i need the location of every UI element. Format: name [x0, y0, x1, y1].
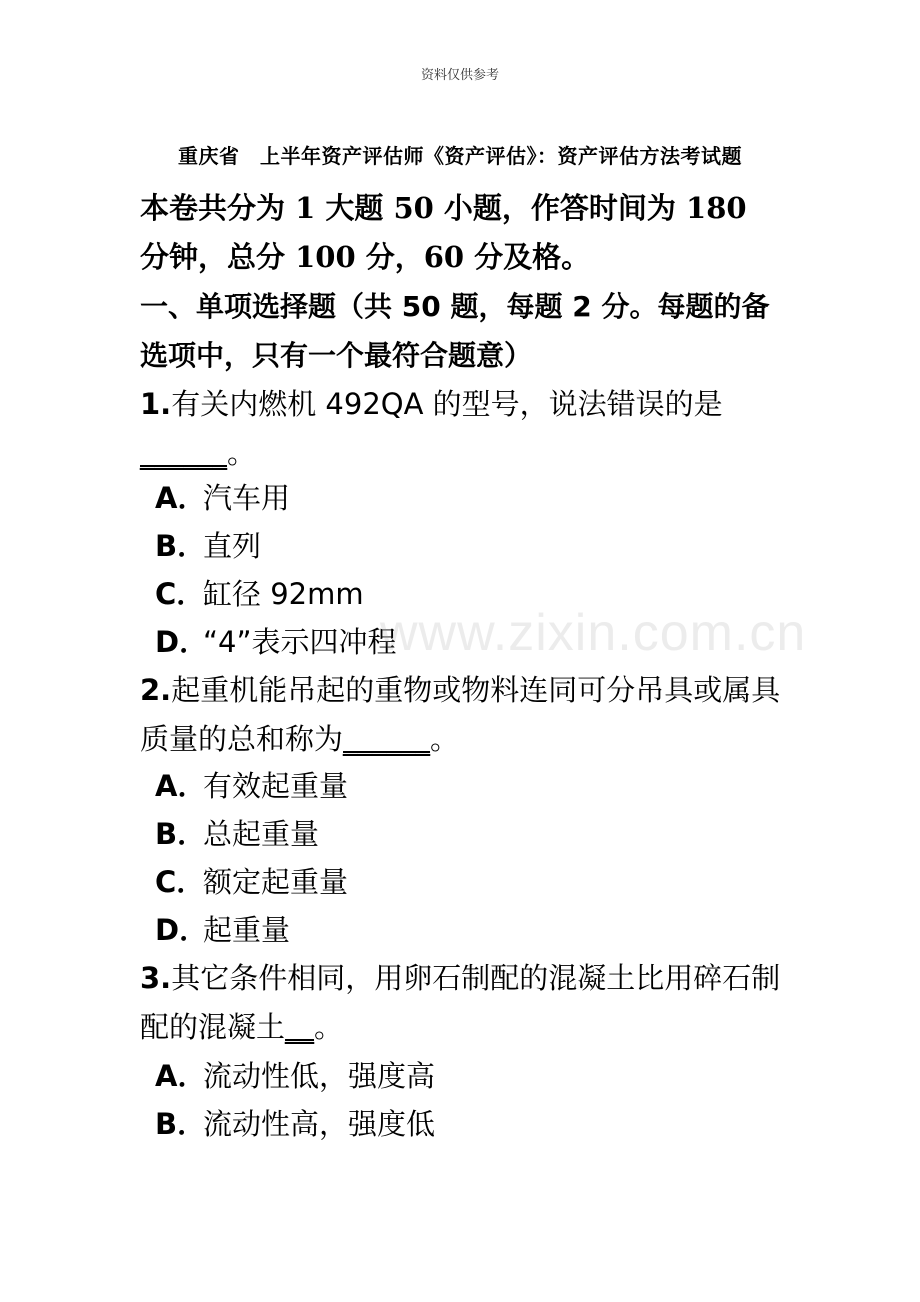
question-1-option-c: [155, 570, 364, 619]
question-text: 其它条件相同，用卵石制配的混凝土比用碎石制配的混凝土: [140, 961, 781, 1044]
option-text: 缸径 92mm: [203, 577, 364, 611]
question-number: 2.: [140, 673, 172, 707]
question-text: 起重机能吊起的重物或物料连同可分吊具或属具质量的总和称为: [140, 673, 781, 756]
question-1-option-b: [155, 522, 261, 571]
watermark-text: www.zixin.com.cn: [380, 604, 807, 662]
option-text: 额定起重量: [203, 865, 349, 899]
option-text: 汽车用: [203, 481, 291, 515]
option-letter: C．: [155, 577, 206, 611]
question-1-stem: [140, 380, 785, 478]
option-letter: A．: [155, 769, 207, 803]
question-1-option-d: [155, 618, 397, 667]
header-note: 资料仅供参考: [420, 68, 499, 83]
question-3-option-a: [155, 1052, 435, 1101]
question-2-option-a: [155, 762, 348, 811]
option-letter: D．: [155, 625, 209, 659]
question-end: 。: [430, 722, 460, 756]
option-letter: D．: [155, 913, 209, 947]
option-text: 总起重量: [203, 817, 320, 851]
option-text: “4”表示四冲程: [203, 625, 397, 659]
question-number: 3.: [140, 961, 172, 995]
document-title: 重庆省 上半年资产评估师《资产评估》：资产评估方法考试题: [178, 144, 742, 168]
question-2-option-b: [155, 810, 319, 859]
option-letter: B．: [155, 1107, 207, 1141]
question-2-option-d: [155, 906, 290, 955]
option-text: 有效起重量: [203, 769, 349, 803]
option-letter: B．: [155, 529, 207, 563]
exam-intro: 本卷共分为 1 大题 50 小题，作答时间为 180 分钟，总分 100 分，60 分及格。: [140, 191, 747, 274]
answer-blank: __: [285, 1010, 315, 1044]
option-text: 直列: [203, 529, 262, 563]
option-text: 流动性高，强度低: [203, 1107, 436, 1141]
question-end: 。: [227, 436, 257, 470]
option-letter: A．: [155, 481, 207, 515]
question-number: 1.: [140, 387, 172, 421]
section-heading: 一、单项选择题（共 50 题，每题 2 分。每题的备选项中，只有一个最符合题意）: [140, 290, 770, 372]
question-3-stem: [140, 954, 785, 1052]
option-text: 流动性低，强度高: [203, 1059, 436, 1093]
answer-blank: ______: [140, 436, 227, 470]
question-text: 有关内燃机 492QA 的型号，说法错误的是: [171, 387, 723, 421]
option-letter: A．: [155, 1059, 207, 1093]
question-1-option-a: [155, 474, 290, 523]
option-letter: B．: [155, 817, 207, 851]
question-3-option-b: [155, 1100, 435, 1149]
question-2-stem: [140, 666, 785, 764]
option-letter: C．: [155, 865, 206, 899]
question-end: 。: [314, 1010, 344, 1044]
question-2-option-c: [155, 858, 348, 907]
option-text: 起重量: [203, 913, 291, 947]
answer-blank: ______: [343, 722, 431, 756]
